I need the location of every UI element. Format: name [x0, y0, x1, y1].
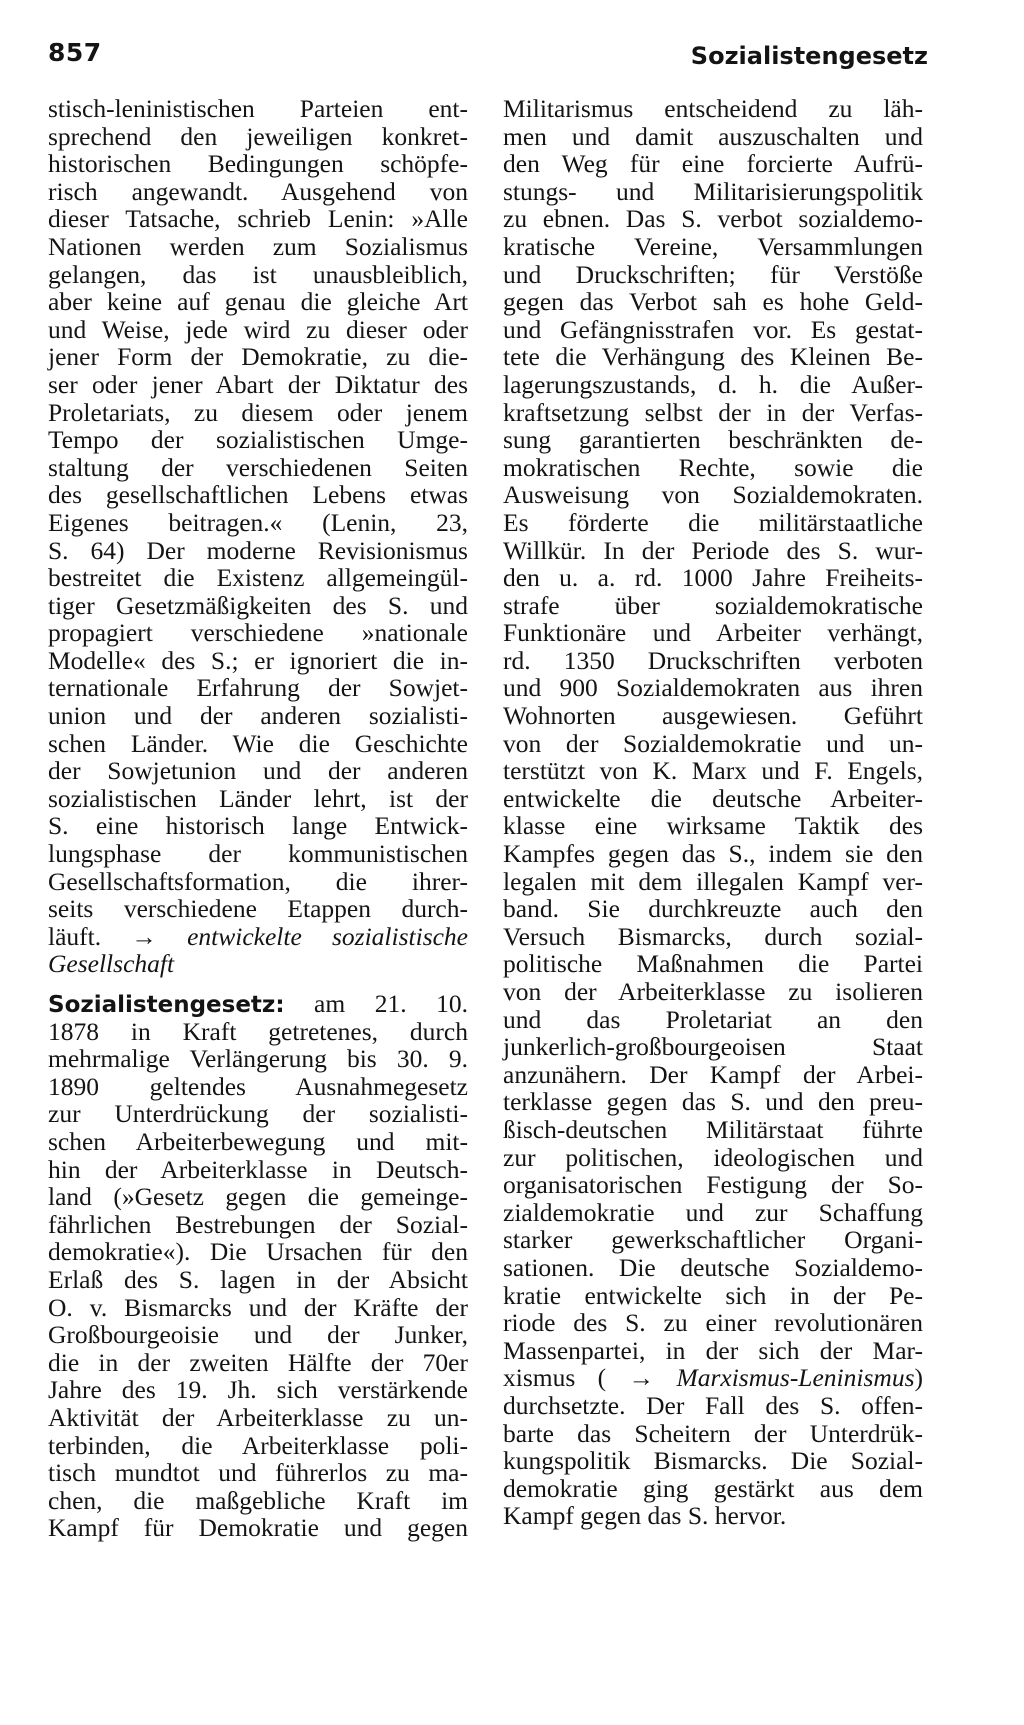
text-line: kratische Vereine, Versammlungen — [503, 231, 923, 261]
text-line: Modelle« des S.; er ignoriert die in- — [48, 645, 468, 675]
text-line: 1890 geltendes Ausnahmegesetz — [48, 1071, 468, 1101]
text-line: stisch-leninistischen Parteien ent- — [48, 94, 468, 123]
text-line: anzunähern. Der Kampf der Arbei- — [503, 1059, 923, 1089]
text-line: den Weg für eine forcierte Aufrü- — [503, 149, 923, 179]
text-line: tisch mundtot und führerlos zu ma- — [48, 1458, 468, 1488]
text-line: starker gewerkschaftlicher Organi- — [503, 1225, 923, 1255]
entry-date: am 21. 10. — [314, 989, 469, 1018]
text-line: Proletariats, zu diesem oder jenem — [48, 397, 468, 427]
text-line: rd. 1350 Druckschriften verboten — [503, 645, 923, 675]
entry-body-text — [48, 1018, 468, 1542]
text-line: und das Proletariat an den — [503, 1004, 923, 1034]
text-line: Wohnorten ausgewiesen. Geführt — [503, 701, 923, 731]
text-line: zur politischen, ideologischen und — [503, 1142, 923, 1172]
text-line: sung garantierten beschränkten de- — [503, 425, 923, 455]
text-line: Ausweisung von Sozialdemokraten. — [503, 480, 923, 510]
text-line: land (»Gesetz gegen die gemeinge- — [48, 1182, 468, 1212]
right-column — [503, 95, 923, 1530]
text-line: Kampfes gegen das S., indem sie den — [503, 839, 923, 869]
text-line: union und der anderen sozialisti- — [48, 701, 468, 731]
text-line: Tempo der sozialistischen Umge- — [48, 425, 468, 455]
text-line: bestreitet die Existenz allgemeingül- — [48, 563, 468, 593]
text-line: von der Arbeiterklasse zu isolieren — [503, 977, 923, 1006]
cross-reference-link[interactable]: Marxismus-Leninismus — [676, 1363, 915, 1393]
text-line: politische Maßnahmen die Partei — [503, 949, 923, 979]
text-line: chen, die maßgebliche Kraft im — [48, 1485, 468, 1515]
text-line: tete die Verhängung des Kleinen Be- — [503, 342, 923, 372]
text-line: band. Sie durchkreuzte auch den — [503, 894, 923, 924]
text-line: durchsetzte. Der Fall des S. offen- — [503, 1390, 923, 1420]
text-line: lungsphase der kommunistischen — [48, 839, 468, 869]
text-line: legalen mit dem illegalen Kampf ver- — [503, 866, 923, 896]
text-line: kratie entwickelte sich in der Pe- — [503, 1280, 923, 1310]
text-line: risch angewandt. Ausgehend von — [48, 176, 468, 206]
cross-reference-line: läuft. → entwickelte sozialistische — [48, 921, 468, 951]
text-line: aber keine auf genau die gleiche Art — [48, 287, 468, 317]
running-title: Sozialistengesetz — [690, 42, 928, 70]
text-line: Massenpartei, in der sich der Mar- — [503, 1335, 923, 1365]
text-line: zialdemokratie und zur Schaffung — [503, 1197, 923, 1227]
text-line: mokratischen Rechte, sowie die — [503, 452, 923, 482]
text-line: demokratie ging gestärkt aus dem — [503, 1473, 923, 1503]
text-line: die in der zweiten Hälfte der 70er — [48, 1347, 468, 1377]
text-line: sprechend den jeweiligen konkret- — [48, 121, 468, 151]
left-column — [48, 95, 468, 1542]
text-line: riode des S. zu einer revolutionären — [503, 1308, 923, 1338]
text-line: dieser Tatsache, schrieb Lenin: »Alle — [48, 204, 468, 234]
text-line: O. v. Bismarcks und der Kräfte der — [48, 1292, 468, 1322]
entry-heading-line — [48, 990, 468, 1018]
text-line: von der Sozialdemokratie und un- — [503, 728, 923, 758]
text-line: junkerlich-großbourgeoisen Staat — [503, 1032, 923, 1062]
text-line: staltung der verschiedenen Seiten — [48, 452, 468, 482]
text-line: ser oder jener Abart der Diktatur des — [48, 369, 468, 399]
text-line: 1878 in Kraft getretenes, durch — [48, 1016, 468, 1046]
text-line: demokratie«). Die Ursachen für den — [48, 1237, 468, 1267]
text-line: und Gefängnisstrafen vor. Es gestat- — [503, 314, 923, 344]
text-line: entwickelte die deutsche Arbeiter- — [503, 783, 923, 813]
text-line: ternationale Erfahrung der Sowjet- — [48, 673, 468, 703]
text-line: Erlaß des S. lagen in der Absicht — [48, 1264, 468, 1294]
text-line: gelangen, das ist unausbleiblich, — [48, 259, 468, 289]
text-line: historischen Bedingungen schöpfe- — [48, 149, 468, 179]
text-line: Versuch Bismarcks, durch sozial- — [503, 921, 923, 951]
text-line: terstützt von K. Marx und F. Engels, — [503, 756, 923, 786]
entry-term: Sozialistengesetz: — [48, 992, 285, 1018]
text-line: gegen das Verbot sah es hohe Geld- — [503, 287, 923, 317]
text-line: Es förderte die militärstaatliche — [503, 507, 923, 537]
arrow-icon: → — [628, 1363, 655, 1393]
text-line: schen Arbeiterbewegung und mit- — [48, 1126, 468, 1156]
arrow-icon: → — [131, 921, 157, 951]
text-line: zu ebnen. Das S. verbot sozialdemo- — [503, 204, 923, 234]
text-line: fährlichen Bestrebungen der Sozial- — [48, 1209, 468, 1239]
text-line: Eigenes beitragen.« (Lenin, 23, — [48, 507, 468, 537]
text-line: seits verschiedene Etappen durch- — [48, 894, 468, 924]
text-line: hin der Arbeiterklasse in Deutsch- — [48, 1154, 468, 1184]
text-line: Militarismus entscheidend zu läh- — [503, 94, 923, 123]
cross-reference-link[interactable]: Gesellschaft — [48, 949, 175, 979]
text-line: Gesellschaftsformation, die ihrer- — [48, 866, 468, 896]
entry-body-continued — [503, 95, 923, 1364]
cross-reference-line: xismus ( → Marxismus-Leninismus) — [503, 1363, 923, 1393]
text-line: Kampf für Demokratie und gegen — [48, 1513, 468, 1543]
text-line: jener Form der Demokratie, zu die- — [48, 342, 468, 372]
text-line: tiger Gesetzmäßigkeiten des S. und — [48, 590, 468, 620]
text-line: der Sowjetunion und der anderen — [48, 756, 468, 786]
text-line: und Druckschriften; für Verstöße — [503, 259, 923, 289]
text-line: sationen. Die deutsche Sozialdemo- — [503, 1252, 923, 1282]
page-number: 857 — [48, 38, 102, 67]
text-line: Aktivität der Arbeiterklasse zu un- — [48, 1402, 468, 1432]
text-line: Kampf gegen das S. hervor. — [503, 1501, 787, 1531]
text-line: Großbourgeoisie und der Junker, — [48, 1320, 468, 1350]
text-line: organisatorischen Festigung der So- — [503, 1170, 923, 1200]
text-line: S. 64) Der moderne Revisionismus — [48, 535, 468, 565]
text-line: mehrmalige Verlängerung bis 30. 9. — [48, 1044, 468, 1074]
text-line: Willkür. In der Periode des S. wur- — [503, 535, 923, 565]
text-line: stungs- und Militarisierungspolitik — [503, 176, 923, 206]
text-line: men und damit auszuschalten und — [503, 121, 923, 151]
text-line: den u. a. rd. 1000 Jahre Freiheits- — [503, 563, 923, 593]
text-line: barte das Scheitern der Unterdrük- — [503, 1418, 923, 1448]
text-line: Jahre des 19. Jh. sich verstärkende — [48, 1375, 468, 1405]
text-line: zur Unterdrückung der sozialisti- — [48, 1099, 468, 1129]
text-line: schen Länder. Wie die Geschichte — [48, 728, 468, 758]
text-line: und 900 Sozialdemokraten aus ihren — [503, 673, 923, 703]
cross-reference-link[interactable]: entwickelte sozialistische — [187, 921, 468, 951]
text-line: lagerungszustands, d. h. die Außer- — [503, 369, 923, 399]
text-line: S. eine historisch lange Entwick- — [48, 811, 468, 841]
text-line: sozialistischen Länder lehrt, ist der — [48, 783, 468, 813]
text-line: kraftsetzung selbst der in der Verfas- — [503, 397, 923, 427]
text-line: strafe über sozialdemokratische — [503, 590, 923, 620]
continued-entry-text — [48, 95, 468, 923]
text-line: Nationen werden zum Sozialismus — [48, 231, 468, 261]
text-line: ßisch-deutschen Militärstaat führte — [503, 1114, 923, 1144]
text-line: des gesellschaftlichen Lebens etwas — [48, 480, 468, 510]
text-line: Funktionäre und Arbeiter verhängt, — [503, 618, 923, 648]
entry-conclusion-text — [503, 1392, 923, 1530]
text-line: klasse eine wirksame Taktik des — [503, 811, 923, 841]
text-line: propagiert verschiedene »nationale — [48, 618, 468, 648]
text-line: terbinden, die Arbeiterklasse poli- — [48, 1430, 468, 1460]
text-line: kungspolitik Bismarcks. Die Sozial- — [503, 1446, 923, 1476]
text-line: und Weise, jede wird zu dieser oder — [48, 314, 468, 344]
text-line: terklasse gegen das S. und den preu- — [503, 1087, 923, 1117]
